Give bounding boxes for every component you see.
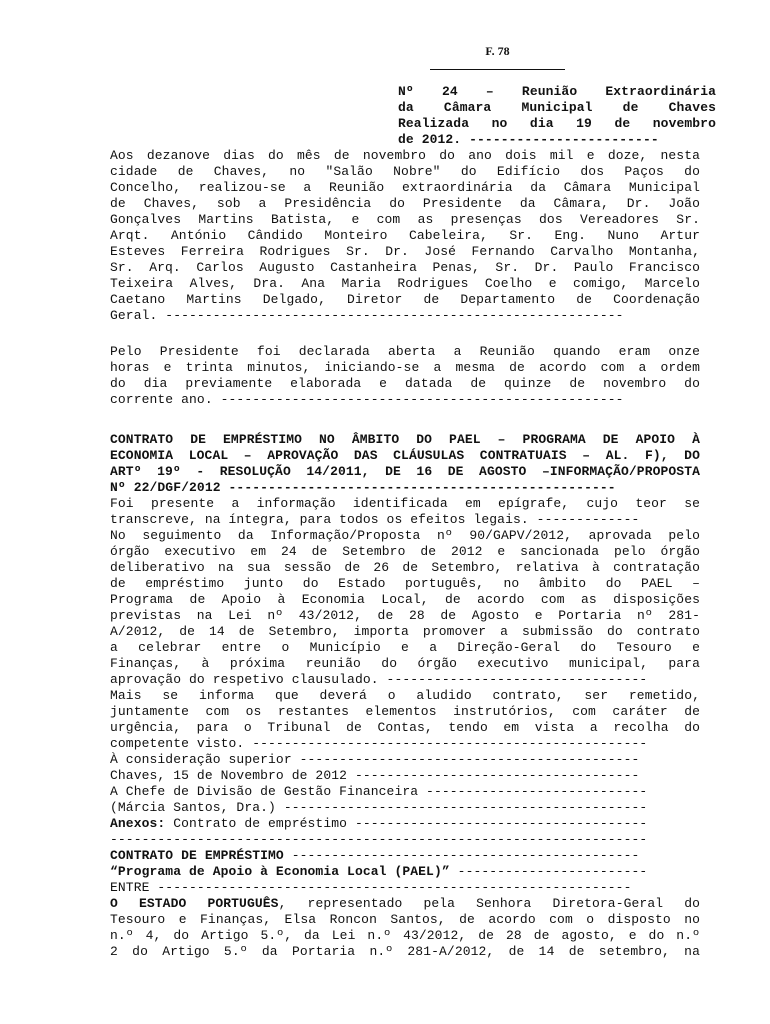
intro-line: de Chaves, sob a Presidência do Presidente da Câmara, Dr. João xyxy=(110,196,700,211)
minutes-header-line-4: de 2012. ------------------------ xyxy=(398,132,659,147)
folio-underline xyxy=(430,69,565,70)
intro-line: Geral. ---------------------------------------------------------- xyxy=(110,308,624,323)
minutes-header-line-3: Realizada no dia 19 de novembro xyxy=(398,116,716,131)
body-line: (Márcia Santos, Dra.) ---------------------------------------------- xyxy=(110,800,648,815)
body-line: juntamente com os restantes elementos instrutórios, com caráter de xyxy=(110,704,700,719)
party-line: 2 do Artigo 5.º da Portaria n.º 281-A/2012, de 14 de setembro, na xyxy=(110,944,700,959)
body-line: transcreve, na íntegra, para todos os efeitos legais. ------------- xyxy=(110,512,640,527)
annex-text: Contrato de empréstimo ------------------------------------- xyxy=(165,816,648,831)
separator-line: -------------------------------------------------------------------- xyxy=(110,832,648,847)
annex-label: Anexos: xyxy=(110,816,166,831)
opening-line: Pelo Presidente foi declarada aberta a Reunião quando eram onze xyxy=(110,344,700,359)
body-line: de empréstimo junto do Estado português, no âmbito do PAEL – xyxy=(110,576,700,591)
body-line: Finanças, à próxima reunião do órgão executivo municipal, para xyxy=(110,656,700,671)
contract-program-dashes: ------------------------ xyxy=(449,864,648,879)
body-line: À consideração superior ------------------------------------------- xyxy=(110,752,640,767)
body-line: Mais se informa que deverá o aludido contrato, ser remetido, xyxy=(110,688,700,703)
body-line: a celebrar entre o Município e a Direção-Geral do Tesouro e xyxy=(110,640,700,655)
intro-line: Aos dezanove dias do mês de novembro do ano dois mil e doze, nesta xyxy=(110,148,700,163)
body-line: Programa de Apoio à Economia Local, de acordo com as disposições xyxy=(110,592,700,607)
body-line: Chaves, 15 de Novembro de 2012 ------------------------------------ xyxy=(110,768,640,783)
body-line: órgão executivo em 24 de Setembro de 2012 e sancionada pelo órgão xyxy=(110,544,700,559)
body-line: Foi presente a informação identificada em epígrafe, cujo teor se xyxy=(110,496,700,511)
contract-title-line xyxy=(110,848,700,864)
intro-line: Sr. Arq. Carlos Augusto Castanheira Penas, Sr. Dr. Paulo Francisco xyxy=(110,260,700,275)
section-title-line: Nº 22/DGF/2012 ------------------------------------------------- xyxy=(110,480,616,495)
contract-between: ENTRE ------------------------------------------------------------ xyxy=(110,880,632,895)
body-line: deliberativo na sua sessão de 26 de Setembro, relativa à contratação xyxy=(110,560,700,575)
intro-line: Esteves Ferreira Rodrigues Sr. Dr. José Fernando Carvalho Montanha, xyxy=(110,244,700,259)
intro-line: Arqt. António Cândido Monteiro Cabeleira, Sr. Eng. Nuno Artur xyxy=(110,228,700,243)
opening-line: do dia previamente elaborada e datada de quinze de novembro do xyxy=(110,376,700,391)
minutes-header-line-1: Nº 24 – Reunião Extraordinária xyxy=(398,84,716,99)
annex-line xyxy=(110,816,700,832)
body-line: A Chefe de Divisão de Gestão Financeira ---------------------------- xyxy=(110,784,648,799)
intro-line: Caetano Martins Delgado, Diretor de Departamento de Coordenação xyxy=(110,292,700,307)
contract-title: CONTRATO DE EMPRÉSTIMO xyxy=(110,848,284,863)
minutes-header-line-2: da Câmara Municipal de Chaves xyxy=(398,100,716,115)
intro-line: cidade de Chaves, no "Salão Nobre" do Edifício dos Paços do xyxy=(110,164,700,179)
body-line: urgência, para o Tribunal de Contas, tendo em vista a recolha do xyxy=(110,720,700,735)
contract-program-line xyxy=(110,864,700,880)
party-line: n.º 4, do Artigo 5.º, da Lei n.º 43/2012, de 28 de agosto, e do n.º xyxy=(110,928,700,943)
body-line: A/2012, de 14 de Setembro, importa promover a submissão do contrato xyxy=(110,624,700,639)
body-line: aprovação do respetivo clausulado. --------------------------------- xyxy=(110,672,648,687)
section-title-line: ARTº 19º - RESOLUÇÃO 14/2011, DE 16 DE AGOSTO –INFORMAÇÃO/PROPOSTA xyxy=(110,464,700,479)
party-label: O ESTADO PORTUGUÊS xyxy=(110,896,279,911)
section-title-line: ECONOMIA LOCAL – APROVAÇÃO DAS CLÁUSULAS CONTRATUAIS – AL. F), DO xyxy=(110,448,700,463)
body-line: No seguimento da Informação/Proposta nº 90/GAPV/2012, aprovada pelo xyxy=(110,528,700,543)
body-line: previstas na Lei nº 43/2012, de 28 de Agosto e Portaria nº 281- xyxy=(110,608,700,623)
intro-line: Concelho, realizou-se a Reunião extraordinária da Câmara Municipal xyxy=(110,180,700,195)
party-text: , representado pela Senhora Diretora-Geral do xyxy=(278,896,700,911)
contract-title-dashes: -------------------------------------------- xyxy=(283,848,640,863)
page-folio-number: F. 78 xyxy=(485,44,510,58)
party-line xyxy=(110,896,700,912)
intro-line: Gonçalves Martins Batista, e com as presenças dos Vereadores Sr. xyxy=(110,212,700,227)
contract-program: “Programa de Apoio à Economia Local (PAEL)” xyxy=(110,864,450,879)
intro-line: Teixeira Alves, Dra. Ana Maria Rodrigues Coelho e comigo, Marcelo xyxy=(110,276,700,291)
section-title-line: CONTRATO DE EMPRÉSTIMO NO ÂMBITO DO PAEL – PROGRAMA DE APOIO À xyxy=(110,432,700,447)
opening-line: corrente ano. --------------------------------------------------- xyxy=(110,392,624,407)
body-line: competente visto. -------------------------------------------------- xyxy=(110,736,648,751)
party-line: Tesouro e Finanças, Elsa Roncon Santos, de acordo com o disposto no xyxy=(110,912,700,927)
opening-line: horas e trinta minutos, iniciando-se a mesma de acordo com a ordem xyxy=(110,360,700,375)
